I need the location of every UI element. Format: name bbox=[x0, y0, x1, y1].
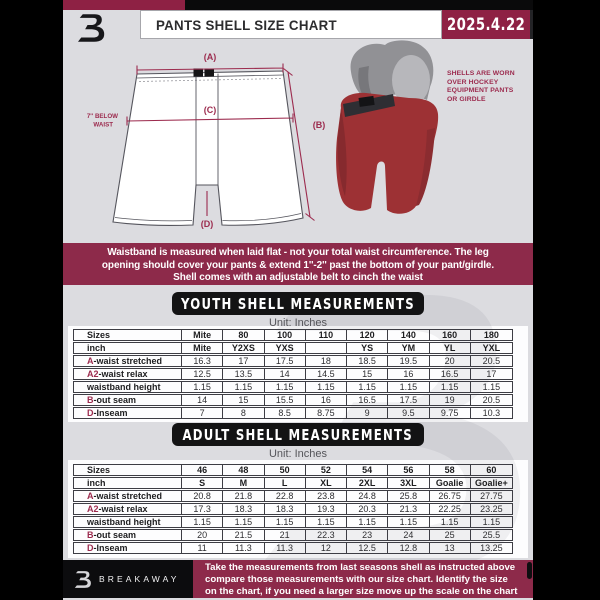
table-cell: 18.3 bbox=[265, 504, 306, 514]
table-cell: 16 bbox=[388, 369, 429, 379]
table-cell: YXS bbox=[265, 343, 306, 353]
table-cell: 1.15 bbox=[306, 517, 347, 527]
table-cell: L bbox=[265, 478, 306, 488]
photo-note-line2: OVER HOCKEY bbox=[447, 78, 499, 86]
breakaway-logo-icon bbox=[75, 13, 106, 43]
diagram-label-c: (C) bbox=[203, 105, 217, 115]
top-strip-accent bbox=[63, 0, 185, 10]
row-label: inch bbox=[74, 343, 182, 353]
table-cell: S bbox=[182, 478, 223, 488]
table-cell: 21 bbox=[265, 530, 306, 540]
table-cell: 8.5 bbox=[265, 408, 306, 418]
footer-note bbox=[193, 560, 533, 598]
table-row bbox=[73, 342, 513, 354]
row-label: A -waist stretched bbox=[74, 356, 182, 366]
table-cell: 14 bbox=[182, 395, 223, 405]
table-cell: 15.5 bbox=[265, 395, 306, 405]
table-cell: 16.5 bbox=[347, 395, 388, 405]
row-label: D -Inseam bbox=[74, 408, 182, 418]
table-row bbox=[73, 407, 513, 419]
table-cell bbox=[306, 343, 347, 353]
table-cell: 1.15 bbox=[388, 517, 429, 527]
table-cell: 17.3 bbox=[182, 504, 223, 514]
table-cell: 27.75 bbox=[480, 491, 503, 501]
belt-buckle-right bbox=[205, 69, 215, 77]
table-cell: 1.15 bbox=[265, 382, 306, 392]
table-row bbox=[73, 464, 513, 476]
row-label-prefix: B bbox=[87, 530, 94, 540]
table-cell: YXL bbox=[482, 343, 501, 353]
table-cell: 23.8 bbox=[306, 491, 347, 501]
table-cell: 19.3 bbox=[306, 504, 347, 514]
table-cell: 140 bbox=[388, 330, 429, 340]
table-cell: XL bbox=[306, 478, 347, 488]
table-cell: YM bbox=[388, 343, 429, 353]
table-cell: 13.5 bbox=[223, 369, 264, 379]
table-cell: 1.15 bbox=[182, 382, 223, 392]
table-cell: 22.3 bbox=[306, 530, 347, 540]
row-label: A -waist stretched bbox=[74, 491, 182, 501]
table-cell: 3XL bbox=[388, 478, 429, 488]
table-cell: 25.8 bbox=[388, 491, 429, 501]
diagram-label-d: (D) bbox=[200, 219, 214, 229]
table-cell: 16 bbox=[306, 395, 347, 405]
table-cell: 9.5 bbox=[388, 408, 429, 418]
adult-section-banner bbox=[172, 423, 424, 446]
row-label: waistband height bbox=[74, 517, 182, 527]
info-banner bbox=[63, 243, 533, 285]
table-row bbox=[73, 542, 513, 554]
table-cell: 26.75 bbox=[430, 491, 471, 501]
table-row bbox=[73, 516, 513, 528]
pants-diagram bbox=[83, 45, 333, 240]
table-cell: 1.15 bbox=[306, 382, 347, 392]
table-row bbox=[73, 477, 513, 489]
table-cell: 18.3 bbox=[223, 504, 264, 514]
table-row bbox=[73, 490, 513, 502]
table-cell: 16.5 bbox=[430, 369, 471, 379]
table-cell: 7 bbox=[182, 408, 223, 418]
table-cell: 180 bbox=[483, 330, 499, 340]
table-cell: 19 bbox=[430, 395, 471, 405]
table-cell: 21.5 bbox=[223, 530, 264, 540]
shell-photo bbox=[331, 38, 451, 228]
diagram-label-a: (A) bbox=[203, 52, 217, 62]
table-row bbox=[73, 368, 513, 380]
youth-unit-label: Unit: Inches bbox=[268, 317, 328, 329]
table-cell: 1.15 bbox=[223, 382, 264, 392]
row-label: A2 -waist relax bbox=[74, 504, 182, 514]
footer-note-line1: Take the measurements from last seasons shell as instructed above bbox=[205, 562, 516, 573]
row-label: Sizes bbox=[74, 465, 182, 475]
top-strip bbox=[63, 0, 533, 10]
table-cell: 52 bbox=[306, 465, 347, 475]
table-cell: 8 bbox=[223, 408, 264, 418]
footer-note-line2: compare those measurements with our size chart. Identify the size bbox=[205, 574, 508, 586]
diagram-label-b: (B) bbox=[312, 120, 326, 130]
adult-section-title: ADULT SHELL MEASUREMENTS bbox=[182, 425, 414, 444]
footer-brand-box bbox=[63, 560, 193, 598]
table-cell: 100 bbox=[265, 330, 306, 340]
scroll-thumb[interactable] bbox=[527, 562, 532, 579]
table-cell: 12 bbox=[306, 543, 347, 553]
page-edge-shadow bbox=[530, 10, 533, 39]
photo-note-line4: OR GIRDLE bbox=[447, 95, 486, 103]
table-cell: 8.75 bbox=[306, 408, 347, 418]
table-cell: 17 bbox=[486, 369, 497, 379]
row-label: A2 -waist relax bbox=[74, 369, 182, 379]
row-label: D -Inseam bbox=[74, 543, 182, 553]
photo-note-line3: EQUIPMENT PANTS bbox=[447, 87, 514, 95]
table-cell: 20.8 bbox=[182, 491, 223, 501]
table-cell: 22.25 bbox=[430, 504, 471, 514]
table-cell: 23.25 bbox=[480, 504, 503, 514]
table-cell: 110 bbox=[306, 330, 347, 340]
table-row bbox=[73, 529, 513, 541]
row-label: Sizes bbox=[74, 330, 182, 340]
table-cell: 1.15 bbox=[182, 517, 223, 527]
table-cell: 17.5 bbox=[388, 395, 429, 405]
page-title: PANTS SHELL SIZE CHART bbox=[156, 16, 337, 33]
table-cell: 13 bbox=[430, 543, 471, 553]
table-cell: 1.15 bbox=[265, 517, 306, 527]
pants-outline bbox=[113, 71, 303, 225]
row-label-prefix: A bbox=[87, 491, 94, 501]
row-label-prefix: A bbox=[87, 356, 94, 366]
table-cell: 17 bbox=[223, 356, 264, 366]
table-cell: 58 bbox=[430, 465, 471, 475]
table-cell: 14.5 bbox=[306, 369, 347, 379]
table-cell: YS bbox=[347, 343, 388, 353]
document-page bbox=[63, 0, 533, 600]
table-cell: 13.25 bbox=[480, 543, 503, 553]
table-cell: 50 bbox=[265, 465, 306, 475]
table-cell: 56 bbox=[388, 465, 429, 475]
table-row bbox=[73, 381, 513, 393]
photo-note-line1: SHELLS ARE WORN bbox=[447, 70, 515, 77]
table-cell: 120 bbox=[347, 330, 388, 340]
title-box bbox=[140, 10, 442, 39]
table-cell: 54 bbox=[347, 465, 388, 475]
info-banner-line1: Waistband is measured when laid flat - not your total waist circumference. The leg bbox=[107, 247, 489, 258]
youth-section-title: YOUTH SHELL MEASUREMENTS bbox=[181, 294, 415, 313]
table-cell: 80 bbox=[223, 330, 264, 340]
table-cell: 20.3 bbox=[347, 504, 388, 514]
table-cell: YL bbox=[430, 343, 471, 353]
adult-table bbox=[73, 464, 513, 555]
table-cell: Goalie+ bbox=[474, 478, 508, 488]
table-cell: 1.15 bbox=[223, 517, 264, 527]
row-label-prefix: B bbox=[87, 395, 94, 405]
table-cell: 15 bbox=[347, 369, 388, 379]
row-label-prefix: D bbox=[87, 543, 94, 553]
table-cell: 1.15 bbox=[347, 382, 388, 392]
footer-note-line3: on the chart, if you need a larger size move up the scale on the chart bbox=[205, 586, 518, 598]
table-cell: 20 bbox=[430, 356, 471, 366]
row-label-prefix: A2 bbox=[87, 369, 99, 379]
table-row bbox=[73, 394, 513, 406]
table-cell: 1.15 bbox=[347, 517, 388, 527]
table-cell: 21.3 bbox=[388, 504, 429, 514]
breakaway-footer-logo-icon bbox=[73, 570, 92, 589]
table-cell: Mite bbox=[182, 343, 223, 353]
table-cell: 1.15 bbox=[430, 517, 471, 527]
table-cell: 12.5 bbox=[182, 369, 223, 379]
table-cell: 23 bbox=[347, 530, 388, 540]
table-cell: 9 bbox=[347, 408, 388, 418]
table-cell: 16.3 bbox=[182, 356, 223, 366]
table-cell: 1.15 bbox=[388, 382, 429, 392]
table-cell: 12.5 bbox=[347, 543, 388, 553]
adult-unit-label: Unit: Inches bbox=[268, 448, 328, 460]
table-cell: 12.8 bbox=[388, 543, 429, 553]
date-box bbox=[442, 10, 530, 39]
table-cell: 19.5 bbox=[388, 356, 429, 366]
info-banner-line3: Shell comes with an adjustable belt to cinch the waist bbox=[173, 272, 423, 284]
table-row bbox=[73, 355, 513, 367]
table-cell: 60 bbox=[486, 465, 497, 475]
brand-name: BREAKAWAY bbox=[99, 574, 180, 584]
table-cell: 25 bbox=[430, 530, 471, 540]
waist-note-line1: 7'' BELOW bbox=[86, 113, 118, 120]
table-cell: Y2XS bbox=[223, 343, 264, 353]
row-label: B -out seam bbox=[74, 530, 182, 540]
table-cell: 1.15 bbox=[430, 382, 471, 392]
table-cell: 11.3 bbox=[223, 543, 264, 553]
row-label: inch bbox=[74, 478, 182, 488]
waist-note-line2: WAIST bbox=[93, 121, 113, 129]
table-cell: 2XL bbox=[347, 478, 388, 488]
table-cell: 11 bbox=[182, 543, 223, 553]
table-cell: 17.5 bbox=[265, 356, 306, 366]
photo-note bbox=[447, 70, 527, 104]
row-label-prefix: A2 bbox=[87, 504, 99, 514]
table-row bbox=[73, 503, 513, 515]
table-cell: 21.8 bbox=[223, 491, 264, 501]
table-cell: 1.15 bbox=[482, 382, 501, 392]
row-label-prefix: D bbox=[87, 408, 94, 418]
date-label: 2025.4.22 bbox=[446, 14, 526, 35]
table-cell: 48 bbox=[223, 465, 264, 475]
youth-section-banner bbox=[172, 292, 424, 315]
table-cell: 24.8 bbox=[347, 491, 388, 501]
table-cell: 14 bbox=[265, 369, 306, 379]
row-label: B -out seam bbox=[74, 395, 182, 405]
table-cell: 25.5 bbox=[482, 530, 501, 540]
table-cell: 1.15 bbox=[482, 517, 501, 527]
table-cell: 160 bbox=[430, 330, 471, 340]
table-cell: 9.75 bbox=[430, 408, 471, 418]
table-cell: 20.5 bbox=[482, 356, 501, 366]
table-cell: 24 bbox=[388, 530, 429, 540]
table-cell: 10.3 bbox=[482, 408, 501, 418]
table-cell: 18.5 bbox=[347, 356, 388, 366]
table-cell: Mite bbox=[182, 330, 223, 340]
table-cell: Goalie bbox=[430, 478, 471, 488]
table-cell: M bbox=[223, 478, 264, 488]
table-cell: 15 bbox=[223, 395, 264, 405]
table-cell: 20.5 bbox=[482, 395, 501, 405]
table-cell: 18 bbox=[306, 356, 347, 366]
row-label: waistband height bbox=[74, 382, 182, 392]
table-cell: 46 bbox=[182, 465, 223, 475]
table-cell: 20 bbox=[182, 530, 223, 540]
table-cell: 11.3 bbox=[265, 543, 306, 553]
youth-table bbox=[73, 329, 513, 420]
info-banner-line2: opening should cover your pants & extend 1''-2'' past the bottom of your pant/girdle. bbox=[101, 259, 495, 271]
table-row bbox=[73, 329, 513, 341]
table-cell: 22.8 bbox=[265, 491, 306, 501]
